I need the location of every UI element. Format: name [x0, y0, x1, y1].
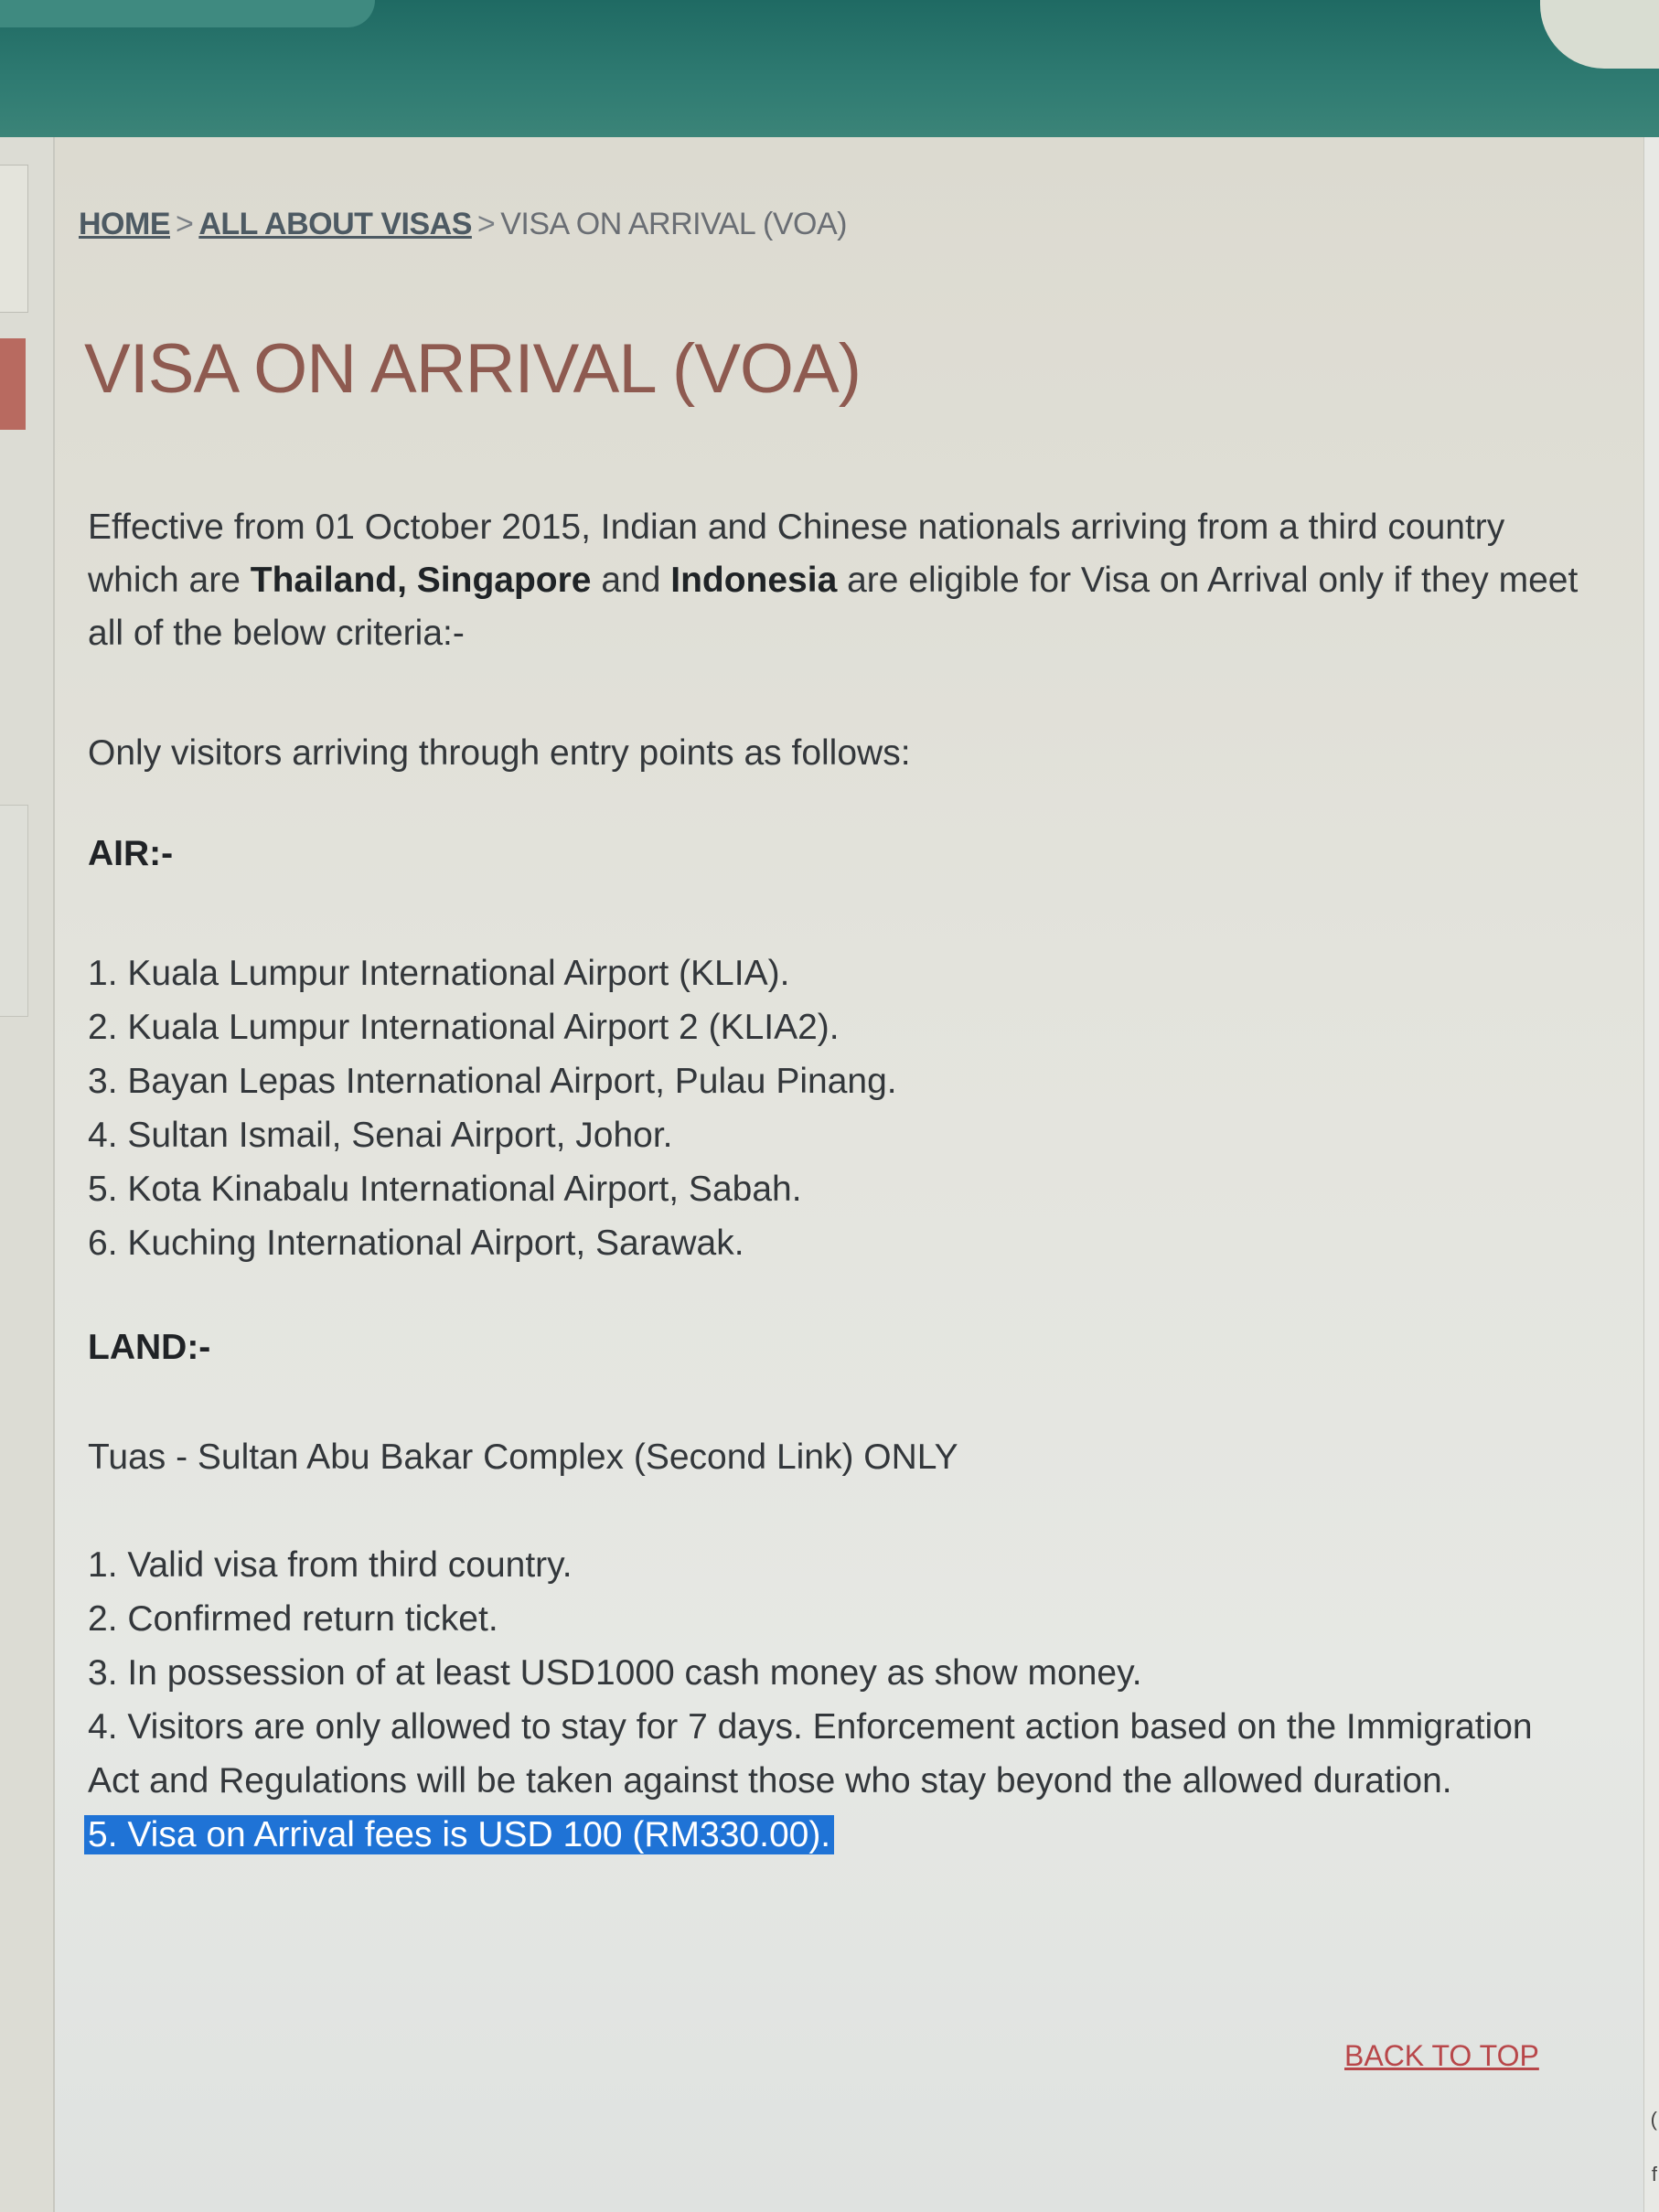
criteria-list: [88, 1538, 1588, 1862]
breadcrumb-separator: >: [476, 207, 496, 241]
breadcrumb-separator: >: [176, 207, 194, 241]
left-nav-panel: [0, 165, 28, 313]
entry-points-note: Only visitors arriving through entry points as follows:: [88, 733, 911, 773]
air-entry-list: [88, 946, 1588, 1270]
left-lower-panel: [0, 805, 28, 1017]
left-accent-bar: [0, 338, 26, 430]
intro-thailand: Thailand,: [250, 561, 407, 600]
criteria-item: 4. Visitors are only allowed to stay for 7 days. Enforcement action based on the Immigration Act and Regulations will be taken against those who stay beyond the allowed duration.: [88, 1707, 1533, 1801]
right-edge-panel: [1643, 137, 1659, 2212]
header-tab-left: [0, 0, 375, 27]
air-heading: AIR:-: [88, 834, 174, 873]
air-entry-item: 5. Kota Kinabalu International Airport, Sabah.: [88, 1170, 802, 1209]
air-entry-item: 6. Kuching International Airport, Sarawak.: [88, 1224, 744, 1263]
right-edge-glyph: (: [1650, 2108, 1657, 2131]
page-title: VISA ON ARRIVAL (VOA): [84, 330, 862, 408]
air-entry-item: 3. Bayan Lepas International Airport, Pulau Pinang.: [88, 1062, 897, 1101]
breadcrumb-current: VISA ON ARRIVAL (VOA): [500, 207, 847, 241]
intro-indonesia: Indonesia: [670, 561, 838, 600]
intro-text: Effective from 01 October 2015, Indian and Chinese nationals arriving from a third country which are: [88, 508, 1505, 600]
criteria-item: 1. Valid visa from third country.: [88, 1545, 573, 1585]
intro-space: [407, 561, 417, 600]
right-edge-glyph: f: [1651, 2163, 1657, 2185]
left-sidebar-edge: [0, 137, 55, 2212]
air-entry-item: 2. Kuala Lumpur International Airport 2 (KLIA2).: [88, 1008, 840, 1047]
selected-text[interactable]: 5. Visa on Arrival fees is USD 100 (RM330.00).: [84, 1815, 834, 1854]
criteria-item-highlighted[interactable]: [88, 1808, 1588, 1862]
breadcrumb-home-link[interactable]: HOME: [79, 207, 170, 241]
criteria-item: 2. Confirmed return ticket.: [88, 1599, 498, 1639]
land-entry-note: Tuas - Sultan Abu Bakar Complex (Second Link) ONLY: [88, 1437, 958, 1477]
intro-singapore: Singapore: [416, 561, 592, 600]
air-entry-item: 1. Kuala Lumpur International Airport (KLIA).: [88, 954, 790, 993]
intro-and: and: [591, 561, 671, 600]
air-entry-item: 4. Sultan Ismail, Senai Airport, Johor.: [88, 1116, 673, 1155]
breadcrumb: [79, 207, 847, 242]
back-to-top-link[interactable]: BACK TO TOP: [1344, 2039, 1539, 2072]
intro-paragraph: [88, 501, 1588, 660]
land-heading: LAND:-: [88, 1328, 211, 1367]
criteria-item: 3. In possession of at least USD1000 cash money as show money.: [88, 1653, 1142, 1693]
intro-text-end: are eligible for Visa on Arrival only if they meet all of the below criteria:-: [88, 561, 1579, 653]
breadcrumb-all-about-visas-link[interactable]: ALL ABOUT VISAS: [198, 207, 472, 241]
